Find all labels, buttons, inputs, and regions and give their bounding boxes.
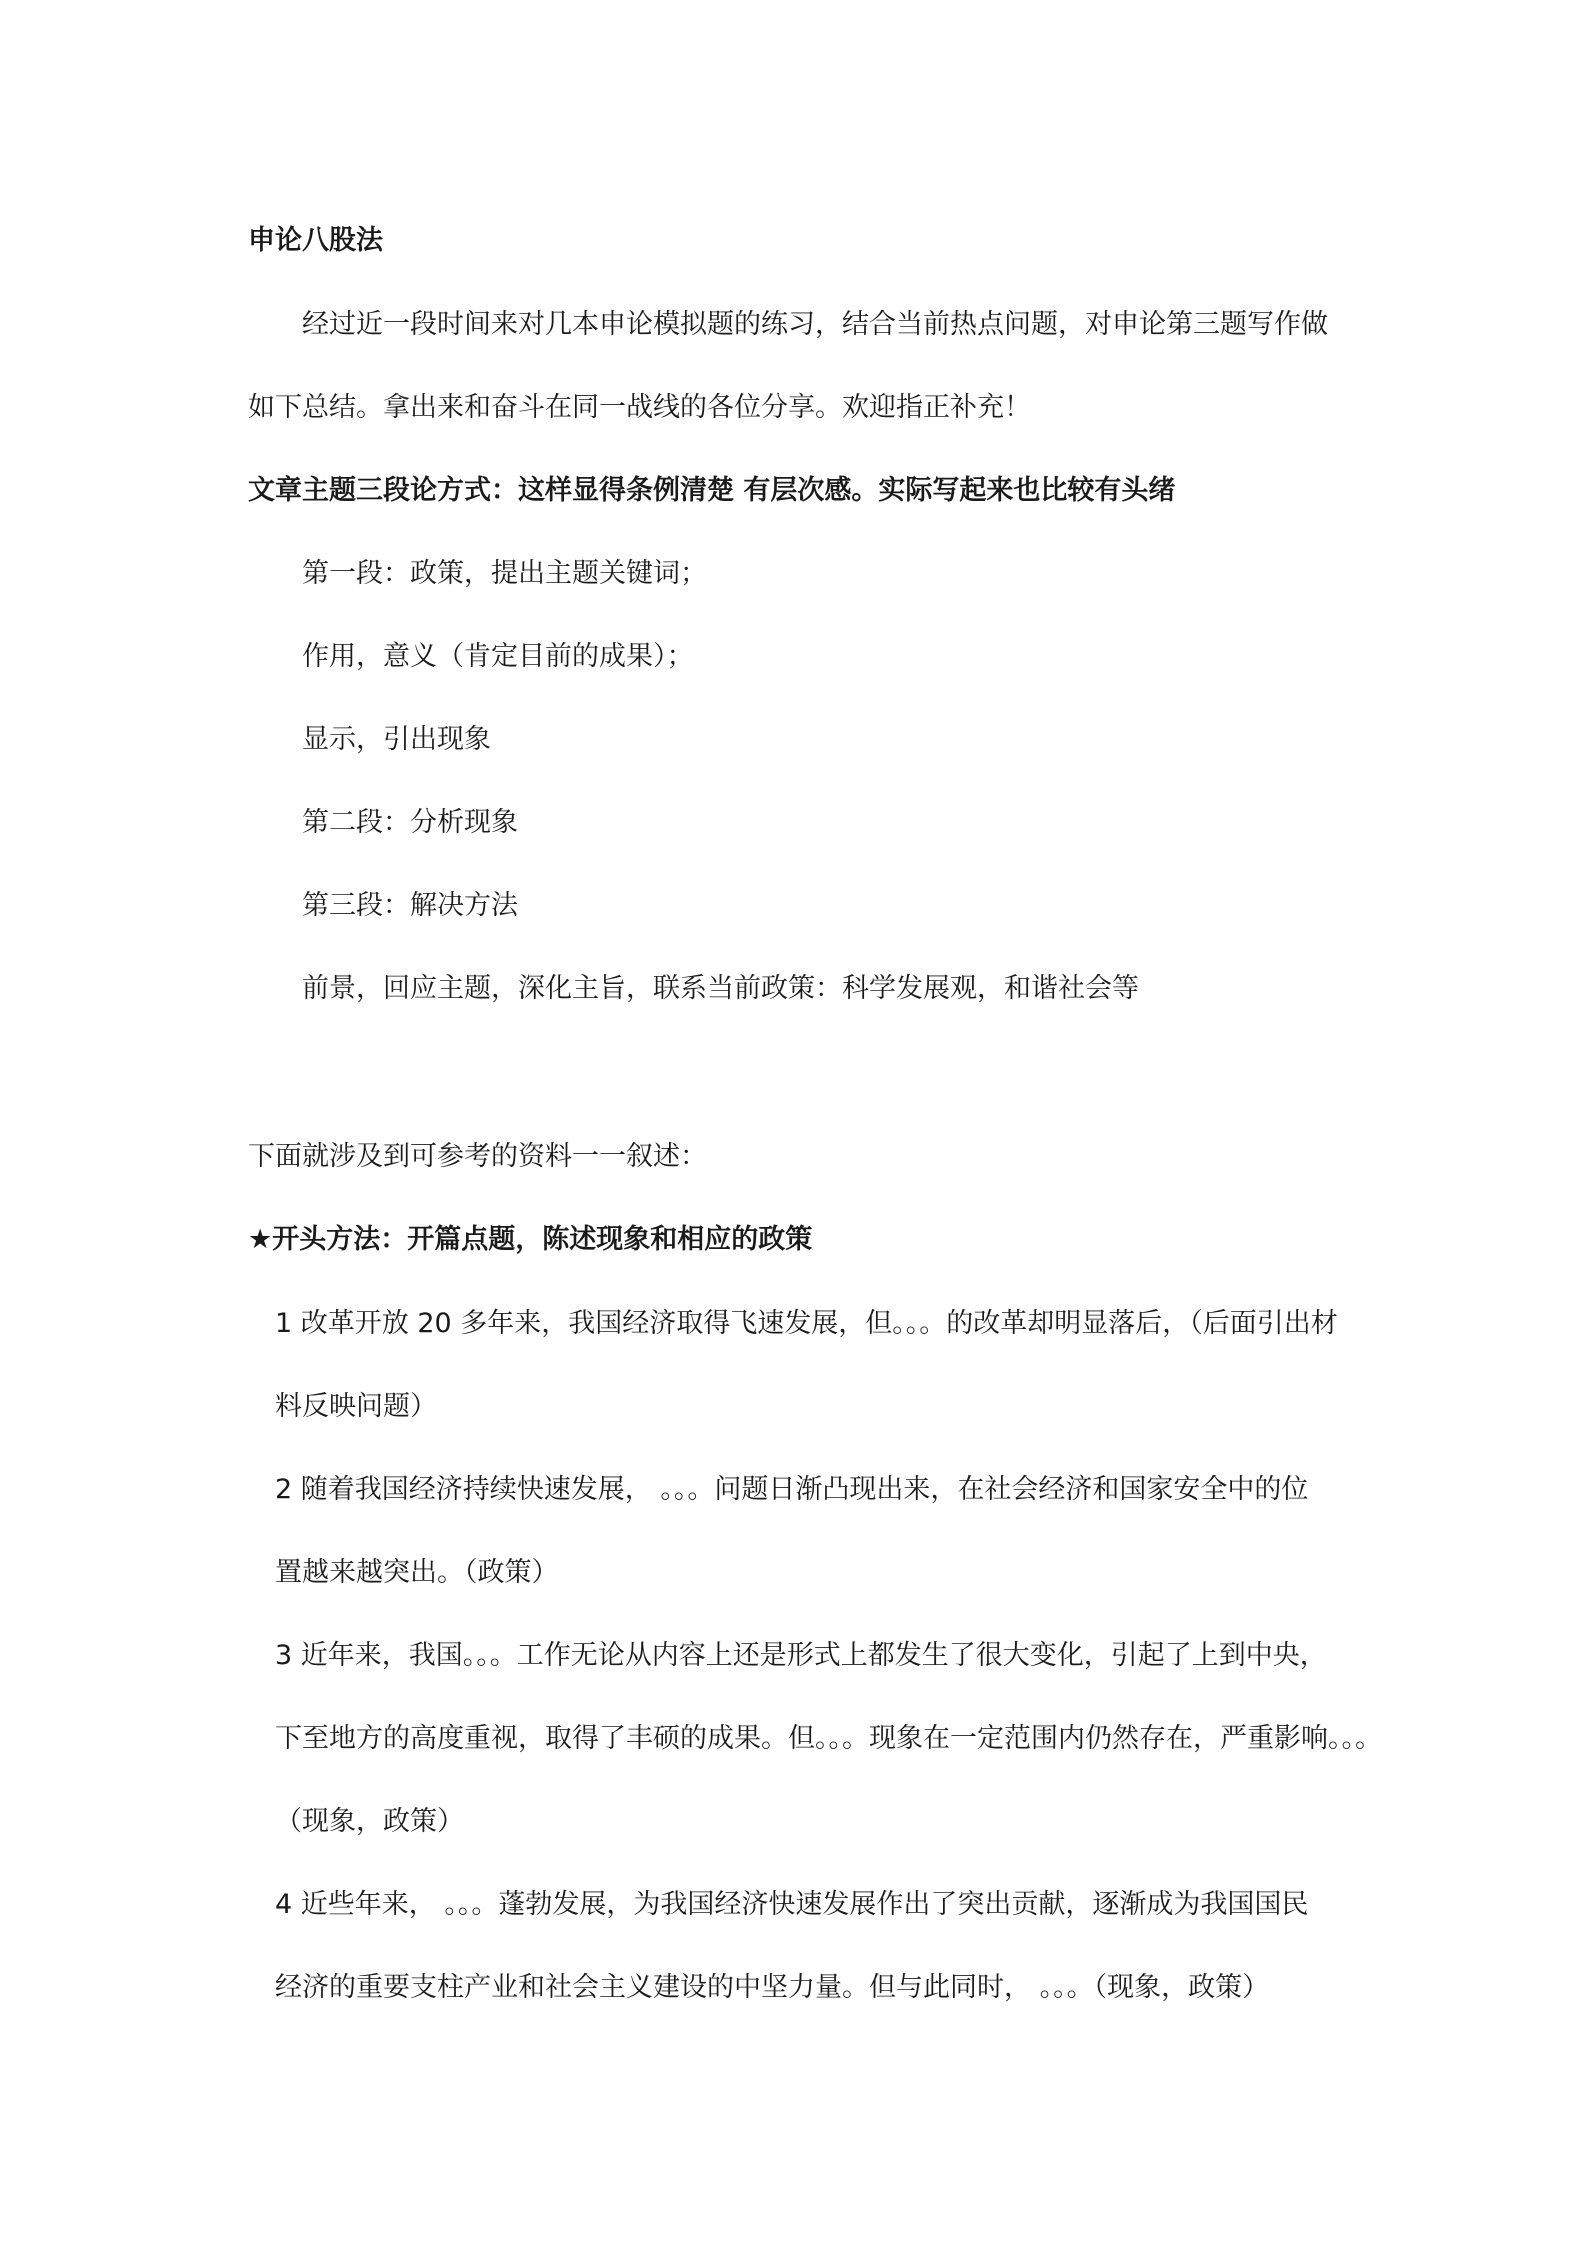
intro-line-2: 如下总结。拿出来和奋斗在同一战线的各位分享。欢迎指正补充！	[248, 392, 1031, 423]
structure-item: 第一段：政策，提出主题关键词；	[302, 558, 707, 589]
structure-item: 作用，意义（肯定目前的成果）；	[302, 641, 694, 672]
structure-item: 前景，回应主题，深化主旨，联系当前政策：科学发展观，和谐社会等	[302, 973, 1139, 1004]
example-3-line: （现象，政策）	[275, 1806, 464, 1837]
reference-intro: 下面就涉及到可参考的资料一一叙述：	[248, 1141, 707, 1172]
structure-item: 第二段：分析现象	[302, 807, 518, 838]
structure-item: 第三段：解决方法	[302, 890, 518, 921]
example-3-line: 3 近年来，我国。。。工作无论从内容上还是形式上都发生了很大变化，引起了上到中央，	[275, 1640, 1327, 1671]
example-1-line: 1 改革开放 20 多年来，我国经济取得飞速发展，但。。。的改革却明显落后，（后面引出材	[275, 1308, 1338, 1339]
example-2-line: 2 随着我国经济持续快速发展， 。。。问题日渐凸现出来，在社会经济和国家安全中的位	[275, 1474, 1309, 1505]
structure-item: 显示，引出现象	[302, 724, 491, 755]
intro-line-1: 经过近一段时间来对几本申论模拟题的练习，结合当前热点问题，对申论第三题写作做	[302, 309, 1328, 340]
example-1-line: 料反映问题）	[275, 1391, 437, 1422]
example-4-line: 经济的重要支柱产业和社会主义建设的中坚力量。但与此同时， 。。。（现象，政策）	[275, 1972, 1270, 2003]
structure-heading: 文章主题三段论方式：这样显得条例清楚 有层次感。实际写起来也比较有头绪	[248, 475, 1176, 506]
document-title: 申论八股法	[248, 225, 383, 256]
example-4-line: 4 近些年来， 。。。蓬勃发展，为我国经济快速发展作出了突出贡献，逐渐成为我国国民	[275, 1889, 1309, 1920]
opening-heading: ★开头方法：开篇点题，陈述现象和相应的政策	[248, 1224, 813, 1255]
example-2-line: 置越来越突出。（政策）	[275, 1557, 559, 1588]
example-3-line: 下至地方的高度重视，取得了丰硕的成果。但。。。现象在一定范围内仍然存在，严重影响。。。	[275, 1723, 1382, 1754]
